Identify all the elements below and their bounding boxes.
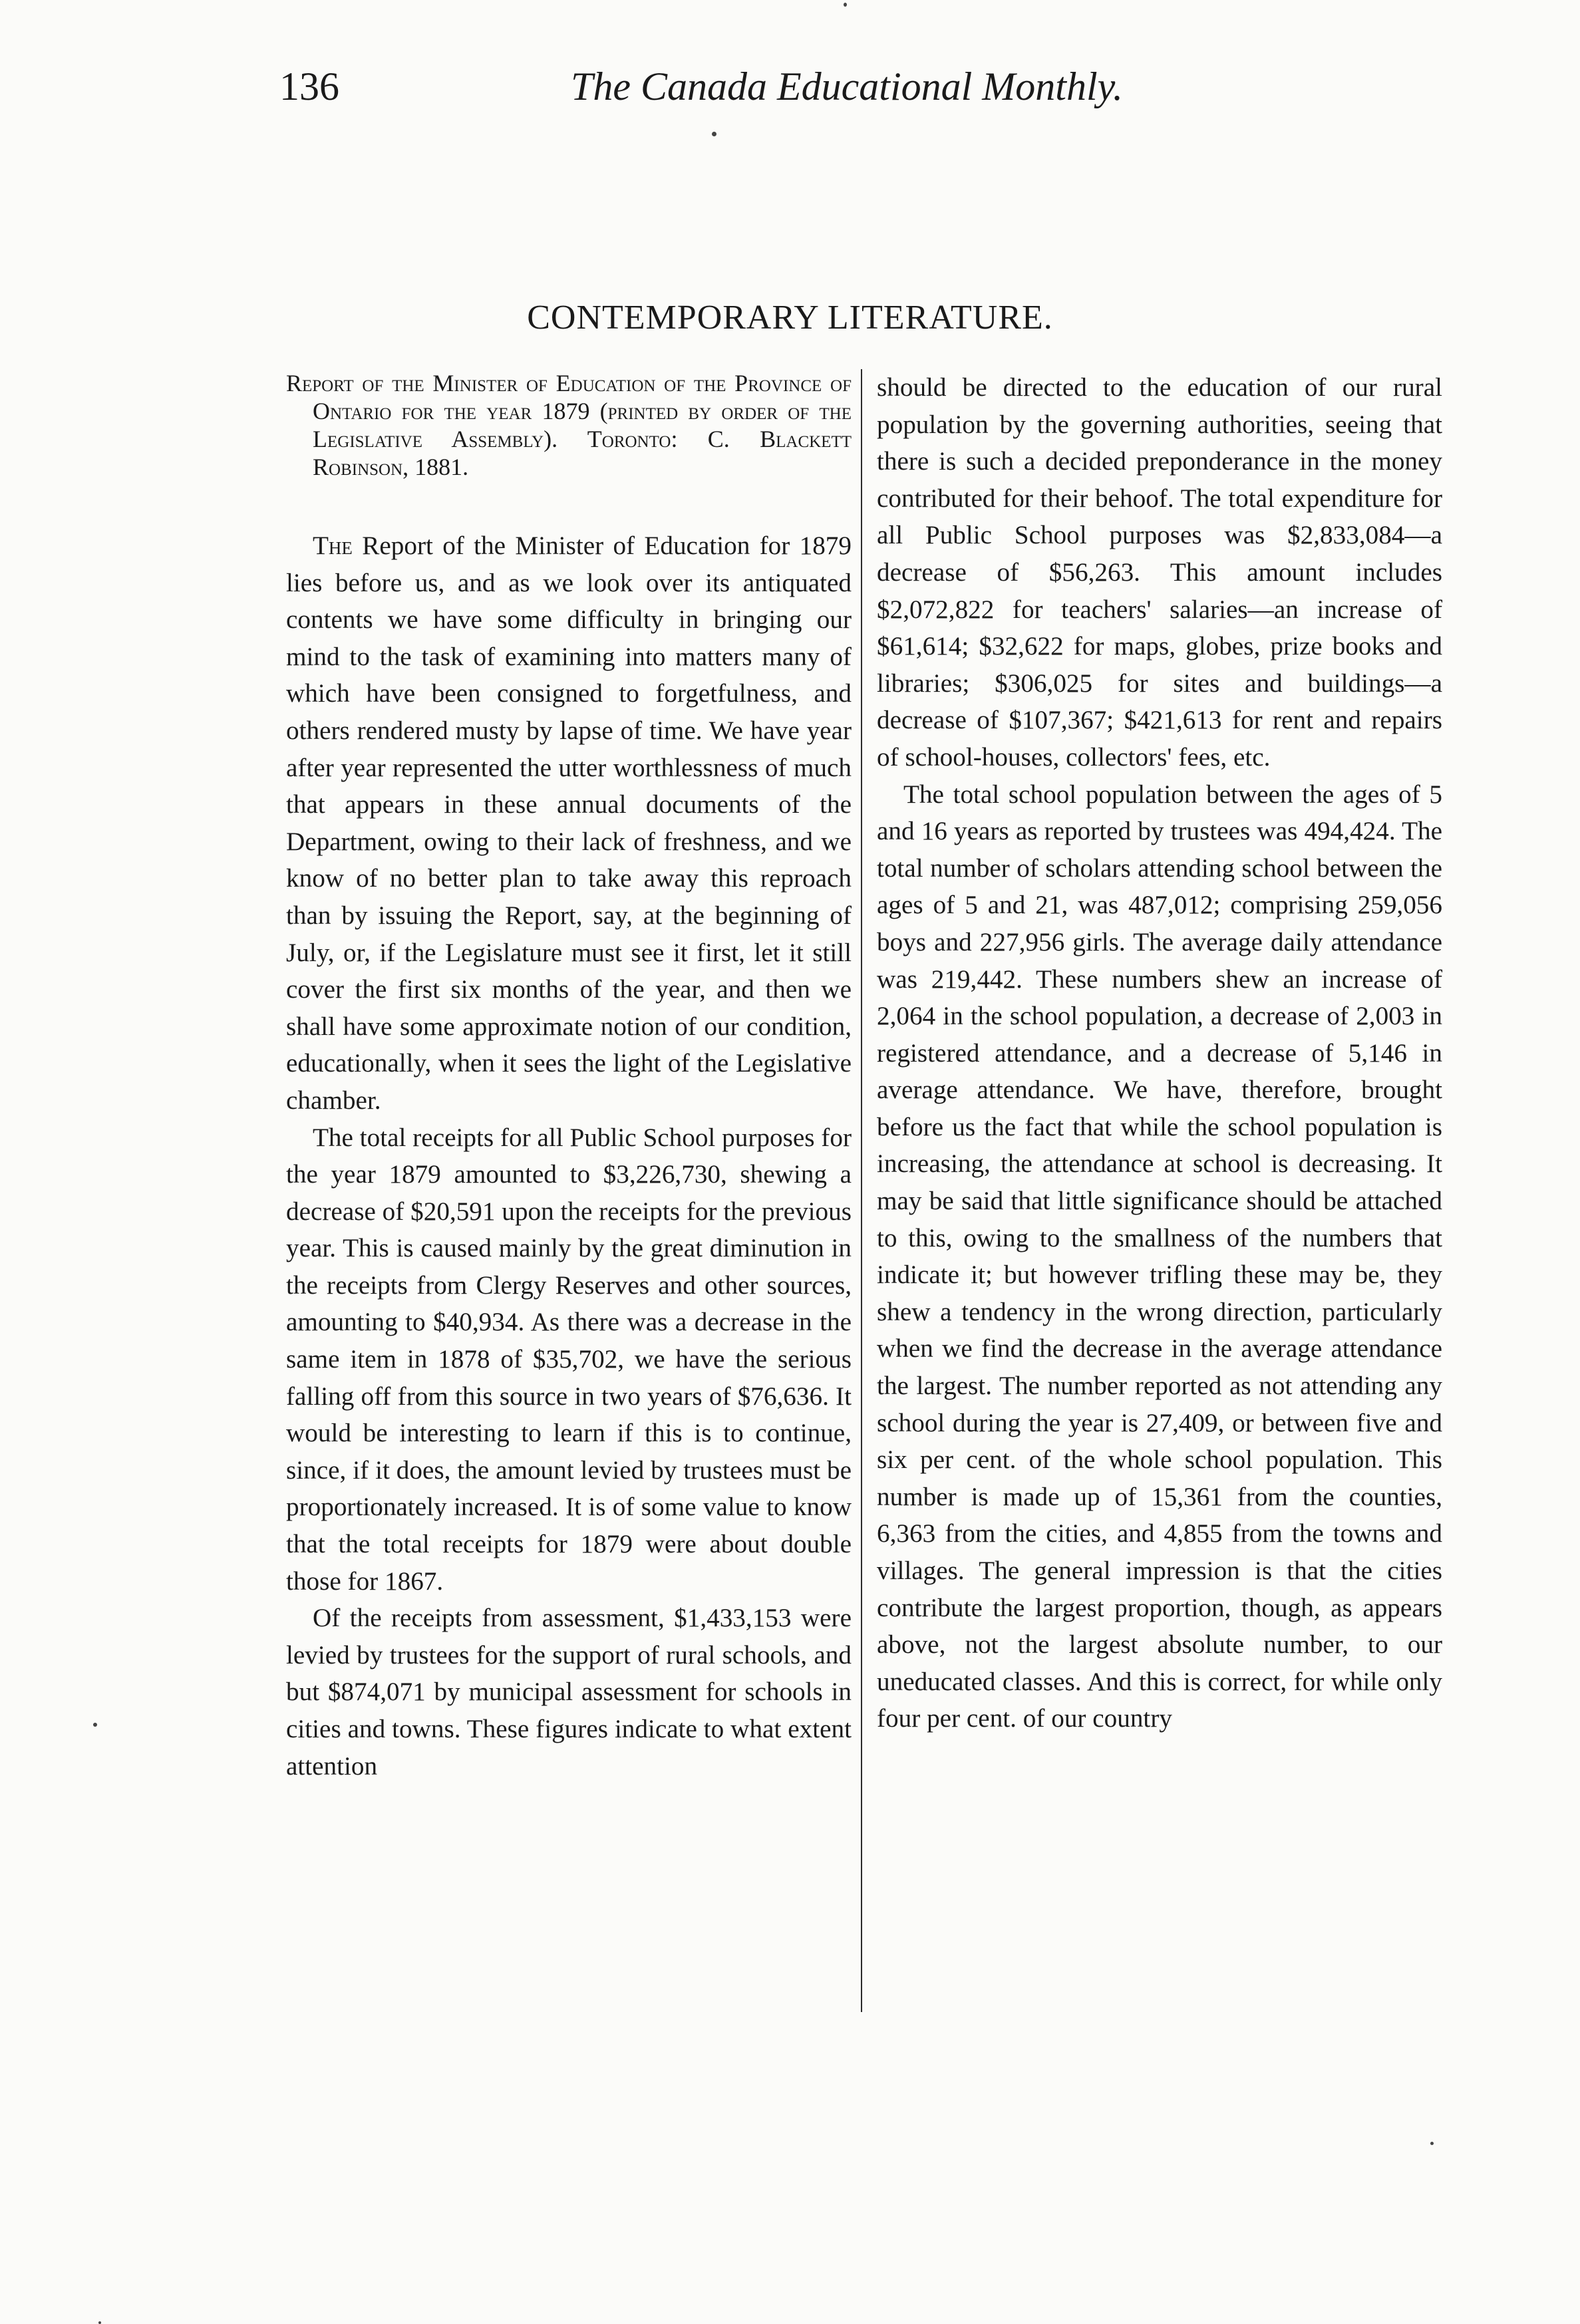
- paper-speck: [712, 132, 716, 136]
- text-column-right: [877, 369, 1442, 1737]
- body-paragraph: [286, 1119, 852, 1600]
- page-number: 136: [279, 65, 339, 108]
- paragraph-text: Report of the Minister of Education for 1879 lies before us, and as we look over its antiquated contents we have some difficulty in bringing our mind to the task of examining into matters many of which have been consigned to forgetfulness, and others rendered musty by lapse of time. We have year after year represented the utter worthlessness of much that appears in these annual documents of the Department, owing to their lack of freshness, and we know of no better plan to take away this reproach than by issuing the Report, say, at the beginning of July, or, if the Legislature must see it first, let it still cover the first six months of the year, and then we shall have some approximate notion of our condition, educationally, when it sees the light of the Legislative chamber.: [286, 531, 852, 1115]
- column-divider: [861, 369, 862, 2012]
- body-paragraph-continued: should be directed to the education of our rural population by the governing authorities, seeing that there is such a decided preponderance in the money contributed for their behoof. The total expenditure for all Public School purposes was $2,833,084—a decrease of $56,263. This amount includes $2,072,822 for teachers' salaries—an increase of $61,614; $32,622 for maps, globes, prize books and libraries; $306,025 for sites and buildings—a decrease of $107,367; $421,613 for rent and repairs of school-houses, collectors' fees, etc.: [877, 373, 1442, 772]
- paper-speck: [98, 2321, 101, 2324]
- body-paragraph: [286, 527, 852, 1119]
- body-paragraph: Of the receipts from assessment, $1,433,153 were levied by trustees for the support of rural schools, and but $874,071 by municipal assessment for schools in cities and towns. These figures indicate to what extent attention: [286, 1604, 852, 1781]
- paragraph-text: The total receipts for all Public School purposes for the year 1879 amounted to $3,226,730, shewing a decrease of $20,591 upon the receipts for the previous year. This is caused mainly by the great diminution in the receipts from Clergy Reserves and other sources, amounting to $40,934. As there was a decrease in the same item in 1878 of $35,702, we have the serious falling off from this source in two years of $76,636. It would be interesting to learn if this is to continue, since, if it does, the amount levied by trustees must be proportionately increased. It is of some value to know that the total receipts for 1879 were about double those for 1867.: [286, 1123, 852, 1596]
- paper-speck: [844, 3, 847, 7]
- text-column-left: [286, 369, 852, 1785]
- review-heading: Report of the Minister of Education of the Province of Ontario for the year 1879 (printed by order of the Legislative Assembly). Toronto: C. Blackett Robinson, 1881.: [286, 370, 852, 480]
- paper-speck: [1430, 2142, 1434, 2145]
- body-paragraph: [877, 776, 1442, 1737]
- paper-speck: [93, 1723, 97, 1727]
- paragraph-text: The total school population between the ages of 5 and 16 years as reported by trustees was 494,424. The total number of scholars attending school between the ages of 5 and 21, was 487,012; comprising 259,056 boys and 227,956 girls. The average daily attendance was 219,442. These numbers shew an increase of 2,064 in the school population, a decrease of 2,003 in registered attendance, and a decrease of 5,146 in average attendance. We have, therefore, brought before us the fact that while the school population is increasing, the attendance at school is decreasing. It may be said that little significance should be attached to this, owing to the smallness of the numbers that indicate it; but however trifling these may be, they shew a tendency in the wrong direction, particularly when we find the decrease in the average attendance the largest. The number reported as not attending any school during the year is 27,409, or between five and six per cent. of the whole school population. This number is made up of 15,361 from the counties, 6,363 from the cities, and 4,855 from the towns and villages. The general impression is that the cities contribute the largest proportion, though, as appears above, not the largest absolute number, to our uneducated classes. And this is correct, for while only four per cent. of our country: [877, 780, 1442, 1733]
- running-title: The Canada Educational Monthly.: [571, 65, 1123, 108]
- section-heading: CONTEMPORARY LITERATURE.: [527, 299, 1053, 337]
- lead-word: The: [313, 531, 353, 560]
